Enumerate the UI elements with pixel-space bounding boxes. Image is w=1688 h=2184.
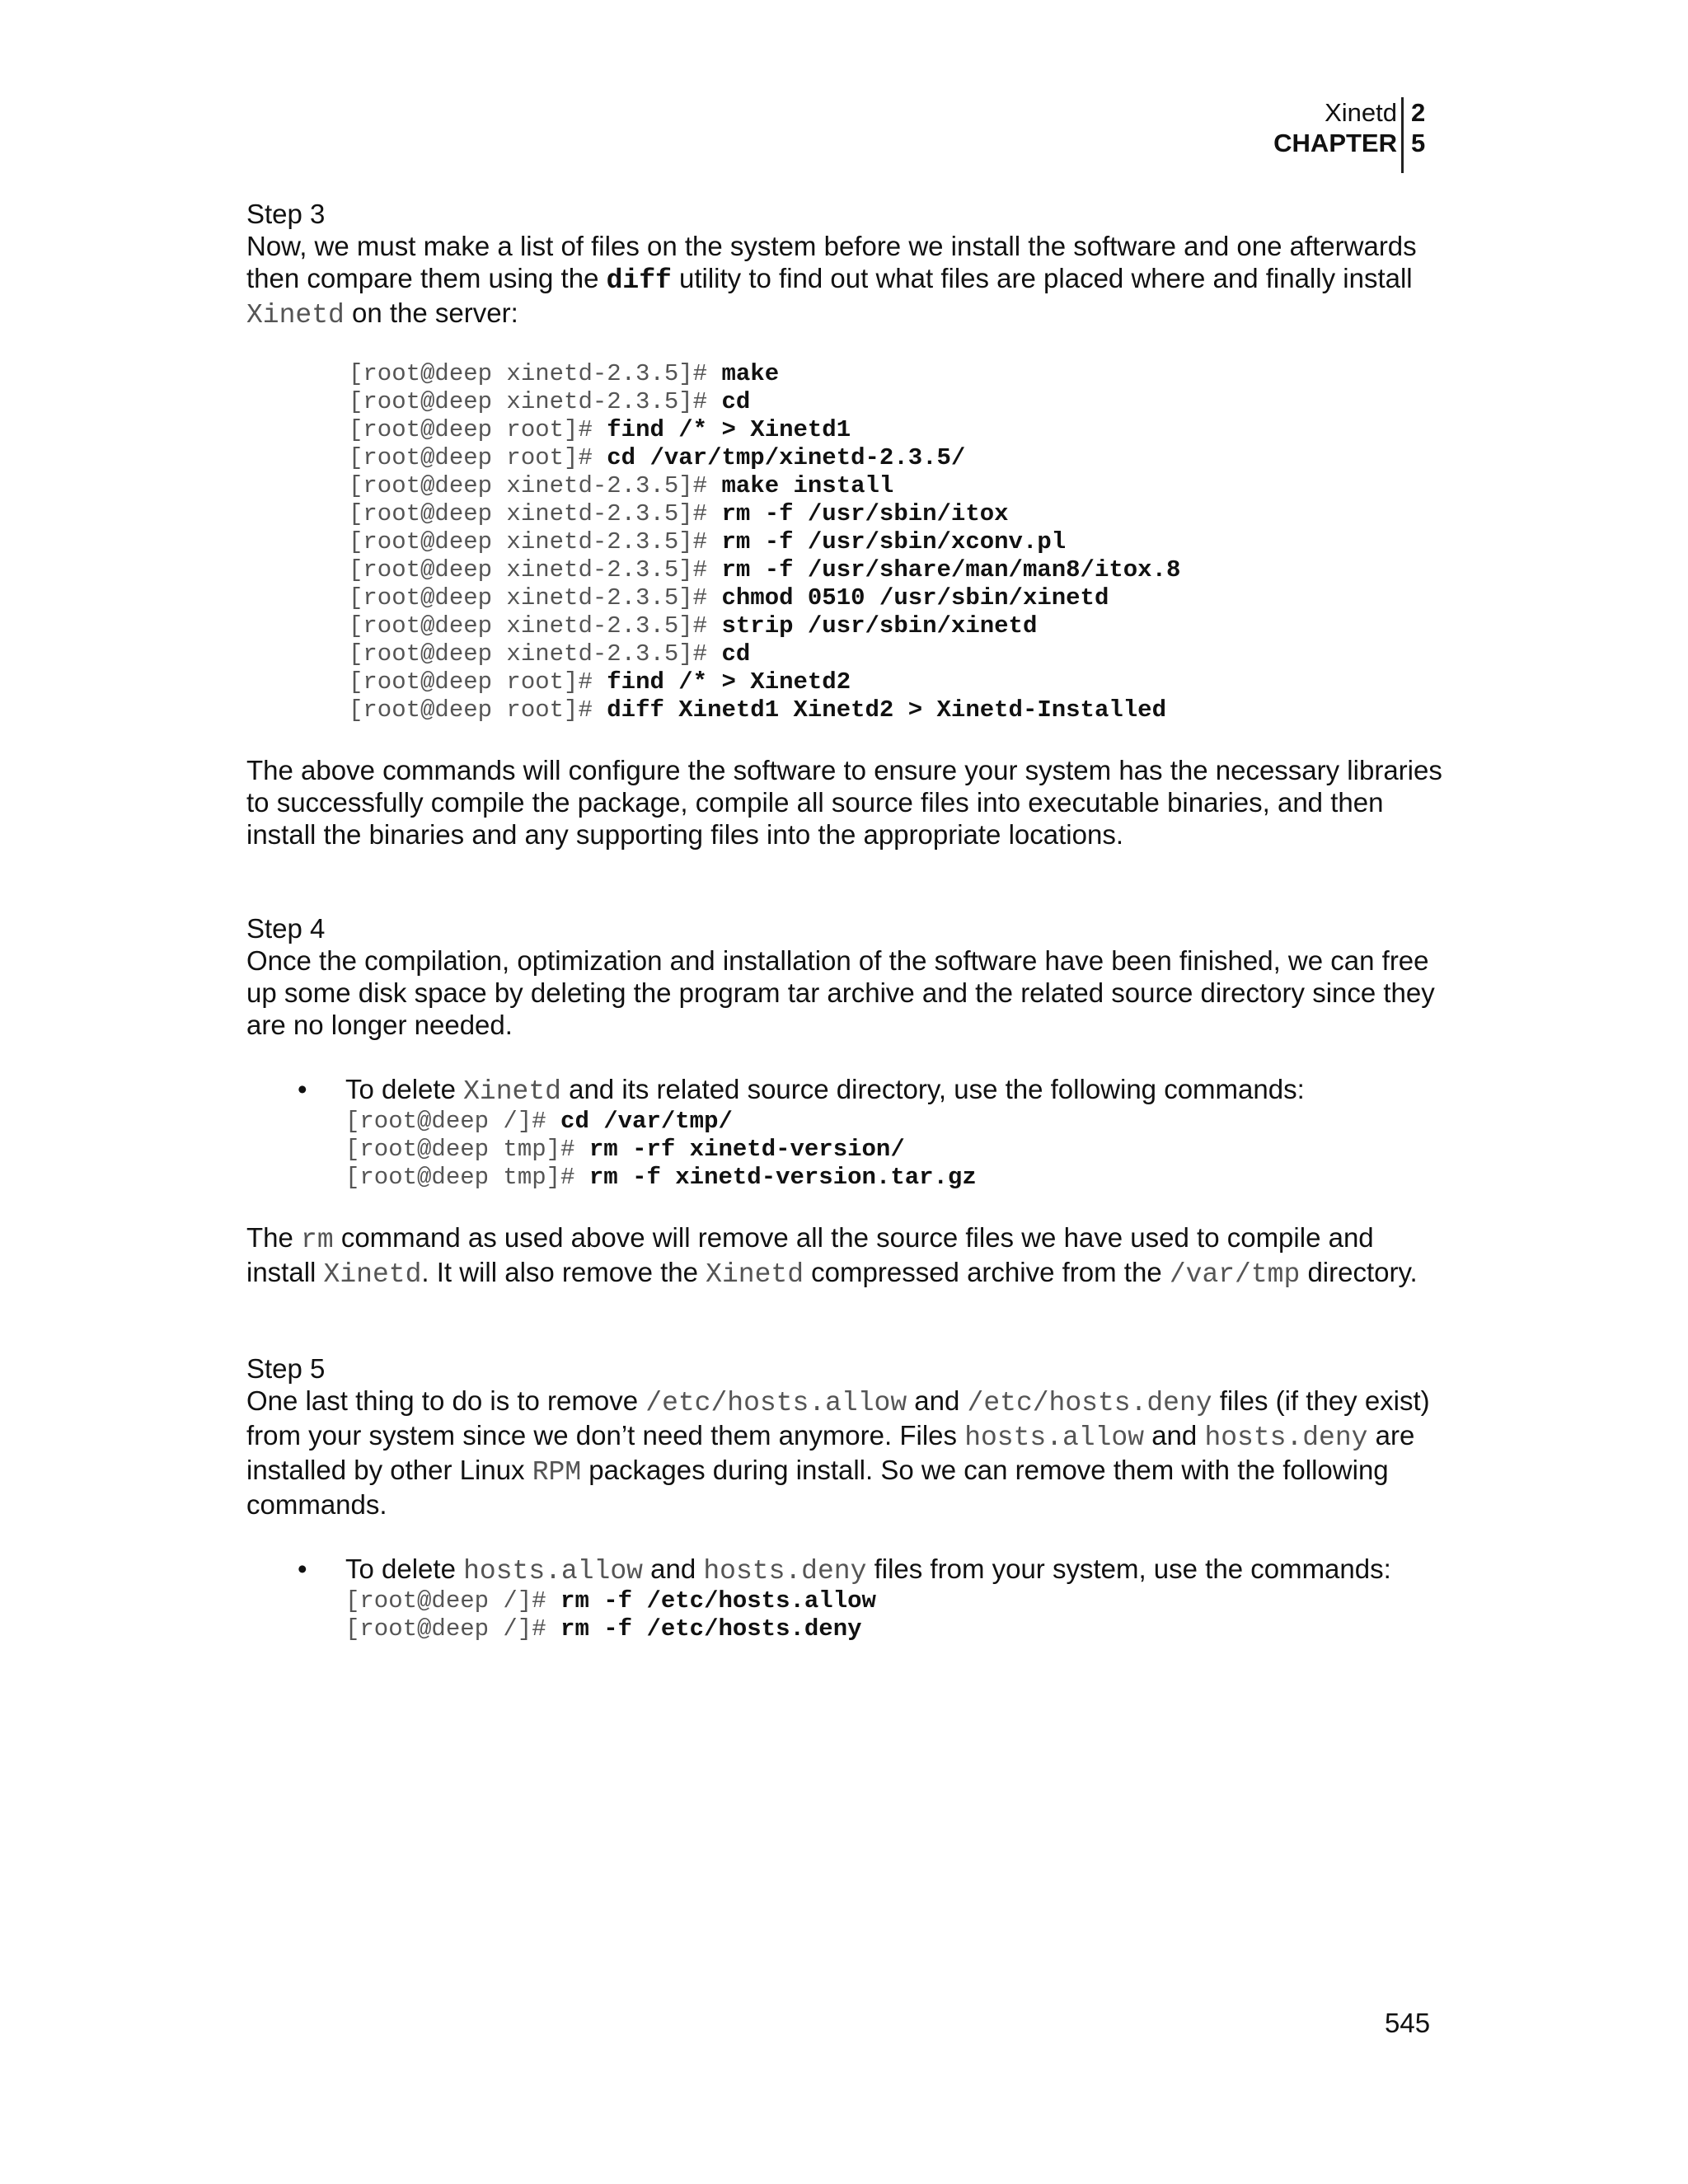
step5-bullet-text-a: To delete — [345, 1554, 464, 1584]
step5-text-a: One last thing to do is to remove — [246, 1385, 646, 1416]
step4-after-a: The — [246, 1222, 302, 1253]
command-text: rm -f /usr/sbin/itox — [721, 500, 1009, 527]
step4-after-code-xinetd: Xinetd — [323, 1259, 422, 1290]
command-text: rm -f /etc/hosts.allow — [560, 1587, 876, 1615]
step4-bullet — [246, 1073, 1450, 1108]
step5-text-e: are installed by other Linux — [246, 1420, 1415, 1485]
bullet-icon: • — [298, 1074, 307, 1104]
step5-bullet-text-b: and — [642, 1554, 704, 1584]
command-prompt: [root@deep /]# — [345, 1108, 561, 1135]
command-prompt: [root@deep xinetd-2.3.5]# — [349, 388, 722, 415]
command-prompt: [root@deep xinetd-2.3.5]# — [349, 556, 722, 583]
step3-code-xinetd: Xinetd — [246, 300, 345, 330]
step5-code-hosts-deny-path: /etc/hosts.deny — [967, 1388, 1212, 1418]
step5-code-hosts-allow-path: /etc/hosts.allow — [645, 1388, 907, 1418]
command-text: find /* > Xinetd1 — [607, 416, 851, 443]
command-text: rm -rf xinetd-version/ — [588, 1136, 905, 1163]
command-line — [345, 1136, 1450, 1164]
step4-after-code-rm: rm — [301, 1225, 334, 1255]
command-text: rm -f /usr/sbin/xconv.pl — [721, 528, 1067, 555]
step4-explanation — [246, 1221, 1450, 1291]
step3-heading: Step 3 — [246, 199, 326, 229]
command-text: make — [721, 360, 780, 387]
step5-bullet-code-allow: hosts.allow — [463, 1556, 643, 1586]
step3-code-diff: diff — [606, 265, 672, 296]
step5-command-block — [246, 1587, 1450, 1643]
command-line — [349, 472, 1450, 500]
command-line — [345, 1164, 1450, 1192]
command-prompt: [root@deep root]# — [349, 696, 607, 724]
command-prompt: [root@deep xinetd-2.3.5]# — [349, 612, 722, 640]
step5-text-d: and — [1144, 1420, 1205, 1451]
command-prompt: [root@deep tmp]# — [345, 1136, 589, 1163]
command-line — [349, 500, 1450, 528]
step5-code-rpm: RPM — [532, 1457, 582, 1488]
step5-code-hosts-allow: hosts.allow — [964, 1422, 1145, 1453]
step5-text-f: packages during install. So we can remove them with the following commands. — [246, 1455, 1389, 1520]
header-divider — [1401, 97, 1404, 173]
command-text: rm -f /etc/hosts.deny — [560, 1615, 862, 1643]
command-line — [349, 668, 1450, 696]
page-content — [246, 198, 1450, 1643]
step5-bullet — [246, 1553, 1450, 1587]
command-line — [349, 388, 1450, 416]
command-line — [345, 1615, 1450, 1643]
chapter-number-a: 2 — [1411, 98, 1426, 127]
command-prompt: [root@deep xinetd-2.3.5]# — [349, 584, 722, 612]
command-prompt: [root@deep root]# — [349, 416, 607, 443]
step3-paragraph — [246, 230, 1450, 331]
step4-after-code-xinetd2: Xinetd — [706, 1259, 804, 1290]
step3-text-b: utility to find out what files are placed where and finally install — [671, 263, 1413, 293]
step4-after-b: command as used above will remove all the source files we have used to compile and install — [246, 1222, 1374, 1287]
step4-after-e: directory. — [1300, 1257, 1418, 1287]
command-text: cd — [721, 388, 751, 415]
step5-paragraph — [246, 1385, 1450, 1521]
step5-commands — [345, 1587, 1450, 1643]
step3-command-block — [246, 360, 1450, 724]
step3-explanation: The above commands will configure the software to ensure your system has the necessary libraries to successfully compile the package, compile all source files into executable binaries, and then install the binaries and any supporting files into the appropriate locations. — [246, 755, 1442, 850]
step4-after-c: . It will also remove the — [421, 1257, 706, 1287]
command-line — [349, 444, 1450, 472]
header-chapter-number — [1411, 97, 1425, 158]
command-line — [349, 556, 1450, 584]
command-prompt: [root@deep xinetd-2.3.5]# — [349, 500, 722, 527]
step5-code-hosts-deny: hosts.deny — [1204, 1422, 1368, 1453]
page-header — [0, 97, 1688, 173]
command-prompt: [root@deep xinetd-2.3.5]# — [349, 528, 722, 555]
step5-bullet-text-c: files from your system, use the commands: — [866, 1554, 1391, 1584]
command-text: find /* > Xinetd2 — [607, 668, 851, 696]
page-number: 545 — [1385, 2008, 1431, 2038]
command-text: cd /var/tmp/ — [560, 1108, 733, 1135]
step4-commands — [345, 1108, 1450, 1192]
step5-heading: Step 5 — [246, 1353, 326, 1384]
step5-text-b: and — [907, 1385, 968, 1416]
step4-command-block — [246, 1108, 1450, 1192]
command-line — [349, 584, 1450, 612]
command-line — [349, 416, 1450, 444]
command-line — [345, 1587, 1450, 1615]
command-line — [349, 360, 1450, 388]
command-prompt: [root@deep /]# — [345, 1587, 561, 1615]
command-text: strip /usr/sbin/xinetd — [721, 612, 1038, 640]
command-line — [349, 528, 1450, 556]
command-prompt: [root@deep root]# — [349, 444, 607, 471]
step4-heading: Step 4 — [246, 913, 326, 944]
step4-paragraph: Once the compilation, optimization and installation of the software have been finished, we can free up some disk space by deleting the program tar archive and the related source directory since they are no longer needed. — [246, 945, 1435, 1040]
command-prompt: [root@deep tmp]# — [345, 1164, 589, 1191]
step5-bullet-code-deny: hosts.deny — [703, 1556, 867, 1586]
bullet-icon: • — [298, 1554, 307, 1584]
command-text: chmod 0510 /usr/sbin/xinetd — [721, 584, 1109, 612]
command-line — [349, 640, 1450, 668]
chapter-number-b: 5 — [1411, 129, 1426, 157]
command-prompt: [root@deep xinetd-2.3.5]# — [349, 640, 722, 668]
step4-bullet-code: Xinetd — [463, 1076, 561, 1107]
command-line — [349, 696, 1450, 724]
step3-text-a: Now, we must make a list of files on the system before we install the software and one afterwards then compare them using the — [246, 231, 1417, 293]
step5-text-c: files (if they exist) from your system since we don’t need them anymore. Files — [246, 1385, 1430, 1451]
step3-text-c: on the server: — [344, 298, 518, 328]
command-text: diff Xinetd1 Xinetd2 > Xinetd-Installed — [607, 696, 1166, 724]
step4-after-d: compressed archive from the — [804, 1257, 1170, 1287]
command-line — [345, 1108, 1450, 1136]
header-titles — [1273, 97, 1397, 158]
header-chapter-label: CHAPTER — [1273, 129, 1397, 157]
command-prompt: [root@deep root]# — [349, 668, 607, 696]
command-text: rm -f xinetd-version.tar.gz — [588, 1164, 977, 1191]
step4-after-code-vartmp: /var/tmp — [1169, 1259, 1301, 1290]
command-text: cd — [721, 640, 751, 668]
step4-bullet-text-a: To delete — [345, 1074, 464, 1104]
command-text: cd /var/tmp/xinetd-2.3.5/ — [607, 444, 966, 471]
header-title: Xinetd — [1325, 98, 1397, 127]
command-prompt: [root@deep /]# — [345, 1615, 561, 1643]
command-line — [349, 612, 1450, 640]
command-prompt: [root@deep xinetd-2.3.5]# — [349, 360, 722, 387]
command-prompt: [root@deep xinetd-2.3.5]# — [349, 472, 722, 499]
step4-bullet-text-b: and its related source directory, use the following commands: — [560, 1074, 1305, 1104]
command-text: make install — [721, 472, 894, 499]
command-text: rm -f /usr/share/man/man8/itox.8 — [721, 556, 1181, 583]
